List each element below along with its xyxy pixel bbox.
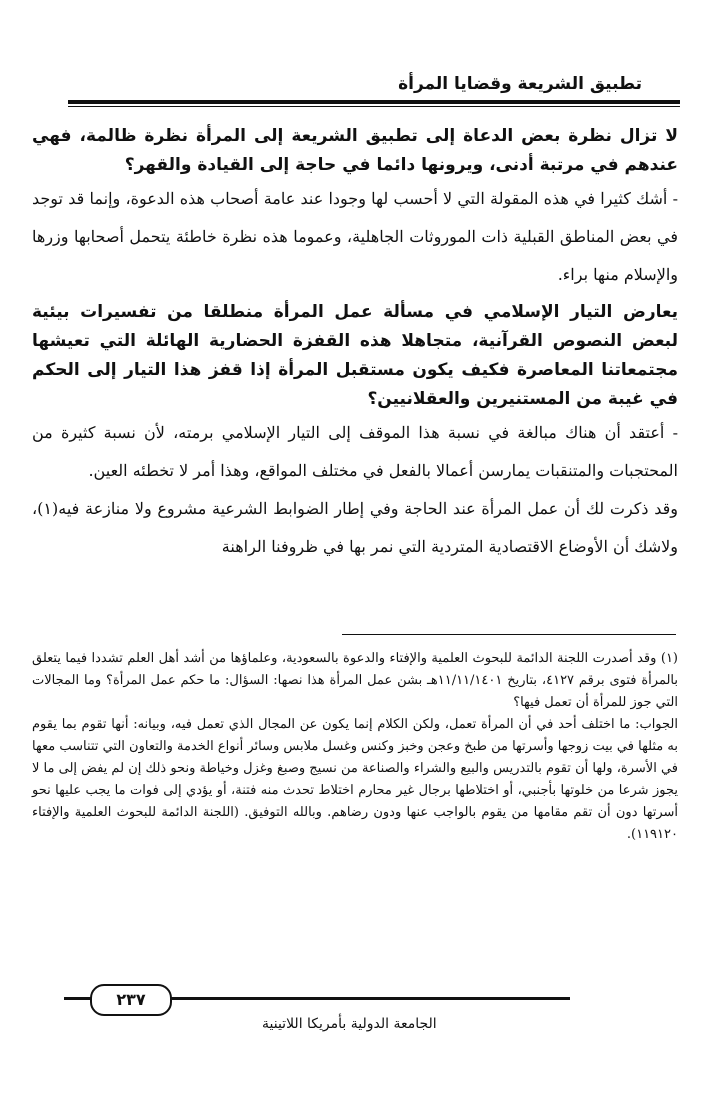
header-divider-thick bbox=[68, 100, 680, 104]
footnote-divider bbox=[342, 634, 676, 635]
answer-block bbox=[32, 414, 678, 566]
answer-paragraph: - أعتقد أن هناك مبالغة في نسبة هذا الموقف إلى التيار الإسلامي برمته، لأن نسبة كثيرة من المحتجبات والمتنقبات يمارسن أعمالا بالفعل في مختلف المواقع، وهذا أمر لا تخطئه العين. bbox=[32, 423, 678, 480]
qa-section bbox=[32, 298, 678, 566]
main-text bbox=[32, 122, 678, 570]
qa-section bbox=[32, 122, 678, 294]
footnote-paragraph: (١) وقد أصدرت اللجنة الدائمة للبحوث العلمية والإفتاء والدعوة بالسعودية، وعلماؤها من أشد أهل العلم تشددا فيما يتعلق بالمرأة فتوى برقم ٤١٢٧، بتاريخ ١١/١١/١٤٠١هـ بشن عمل المرأة هذا نصها: السؤال: ما حكم عمل المرأة؟ وما المجالات التي جوز للمرأة أن تعمل فيها؟ bbox=[32, 651, 679, 710]
footer-institution-name: الجامعة الدولية بأمريكا اللاتينية bbox=[262, 1016, 437, 1032]
header-divider-thin bbox=[68, 106, 680, 107]
running-header-title: تطبيق الشريعة وقضايا المرأة bbox=[398, 74, 642, 94]
footnotes bbox=[32, 648, 678, 846]
answer-paragraph: - أشك كثيرا في هذه المقولة التي لا أحسب لها وجودا عند عامة أصحاب هذه الدعوة، وإنما قد توجد في بعض المناطق القبلية ذات الموروثات الجاهلية، وعموما هذه نظرة خاطئة يتحمل أصحابها وزرها والإسلام منها براء. bbox=[32, 189, 678, 284]
page-number: ٢٣٧ bbox=[90, 984, 172, 1016]
question-text: يعارض التيار الإسلامي في مسألة عمل المرأة منطلقا من تفسيرات بيئية لبعض النصوص القرآنية، متجاهلا هذه القفزة الحضارية الهائلة التي تعيشها مجتمعاتنا المعاصرة فكيف يكون مستقبل المرأة إذا قفز هذا التيار إلى الحكم في غيبة من المستنيرين والعقلانيين؟ bbox=[32, 302, 678, 409]
footnote-paragraph: الجواب: ما اختلف أحد في أن المرأة تعمل، ولكن الكلام إنما يكون عن المجال الذي تعمل فيه، وبيانه: أنها تقوم بما يقوم به مثلها في بيت زوجها وأسرتها من طبخ وعجن وخبز وكنس وغسل ملابس وسائر أنواع الخدمة والتعاون التي تتناسب معها في الأسرة، ولها أن تقوم بالتدريس والبيع والشراء والصناعة من نسيج وصبغ وغزل وخياطة ونحو ذلك إن لم يفض إلى ما لا يجوز شرعا من خلوتها بأجنبي، أو اختلاطها برجال غير محارم اختلاط تحدث منه فتنة، أو يؤدي إلى فوات ما يجب عليها نحو أسرتها دون أن تقم مقامها من يقوم بالواجب عنها ودون رضاهم. وبالله التوفيق. (اللجنة الدائمة للبحوث العلمية والإفتاء ١١٩١٢٠). bbox=[32, 717, 678, 842]
question-text: لا تزال نظرة بعض الدعاة إلى تطبيق الشريعة إلى المرأة نظرة ظالمة، فهي عندهم في مرتبة أدنى، ويرونها دائما في حاجة إلى القيادة والقهر؟ bbox=[32, 126, 678, 175]
answer-paragraph: وقد ذكرت لك أن عمل المرأة عند الحاجة وفي إطار الضوابط الشرعية مشروع ولا منازعة فيه(١)، ولاشك أن الأوضاع الاقتصادية المتردية التي نمر بها في ظروفنا الراهنة bbox=[32, 499, 678, 556]
answer-block bbox=[32, 180, 678, 294]
